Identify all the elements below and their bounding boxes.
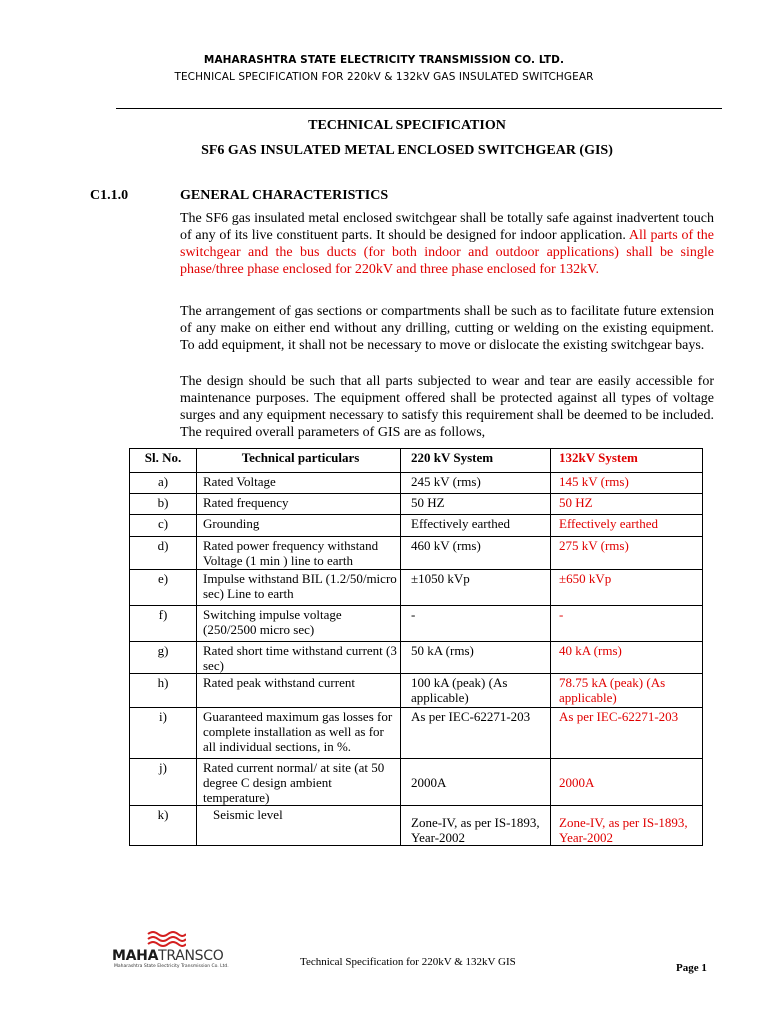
row-a-132kv: 145 kV (rms) — [551, 473, 703, 494]
table-row — [130, 642, 703, 674]
row-g-particular: Rated short time withstand current (3 sec) — [197, 642, 401, 674]
table-row — [130, 494, 703, 515]
table-row — [130, 674, 703, 708]
paragraph-1 — [180, 210, 714, 278]
page-number: Page 1 — [676, 962, 707, 974]
table-row — [130, 515, 703, 537]
table-header-row — [130, 449, 703, 473]
row-h-220kv: 100 kA (peak) (As applicable) — [401, 674, 551, 708]
header-technical-particulars: Technical particulars — [197, 449, 401, 473]
waves-logo-icon — [146, 930, 186, 948]
row-f-220kv: - — [401, 606, 551, 642]
row-e-132kv: ±650 kVp — [551, 570, 703, 606]
row-g-132kv: 40 kA (rms) — [551, 642, 703, 674]
row-h-132kv: 78.75 kA (peak) (As applicable) — [551, 674, 703, 708]
row-g-220kv: 50 kA (rms) — [401, 642, 551, 674]
row-j-particular: Rated current normal/ at site (at 50 degree C design ambient temperature) — [197, 759, 401, 806]
logo-wordmark — [112, 948, 223, 964]
paragraph-1-red-text: All parts of the switchgear and the bus ducts (for both indoor and outdoor applications) shall be single phase/three phase enclosed for 220kV and three phase enclosed for 132kV. — [180, 228, 714, 277]
row-h-sl: h) — [130, 674, 197, 708]
row-j-132kv: 2000A — [551, 759, 703, 806]
row-e-particular: Impulse withstand BIL (1.2/50/micro sec) Line to earth — [197, 570, 401, 606]
mahatransco-logo — [112, 930, 229, 970]
row-b-sl: b) — [130, 494, 197, 515]
table-row — [130, 570, 703, 606]
row-j-220kv: 2000A — [401, 759, 551, 806]
paragraph-2: The arrangement of gas sections or compartments shall be such as to facilitate future extension of any make on either end without any drilling, cutting or welding on the existing equipment. To add equipment, it shall not be necessary to move or dislocate the existing switchgear bays. — [180, 304, 714, 353]
paragraph-3: The design should be such that all parts subjected to wear and tear are easily accessible for maintenance purposes. The equipment offered shall be protected against all types of voltage surges and any equipment necessary to satisfy this requirement shall be deemed to be included. The required overall parameters of GIS are as follows, — [180, 374, 714, 440]
row-d-220kv: 460 kV (rms) — [401, 537, 551, 570]
title-line-2: SF6 GAS INSULATED METAL ENCLOSED SWITCHGEAR (GIS) — [201, 143, 613, 158]
row-k-132kv: Zone-IV, as per IS-1893, Year-2002 — [551, 806, 703, 846]
section-number: C1.1.0 — [90, 188, 129, 203]
row-g-sl: g) — [130, 642, 197, 674]
header-sl-no: Sl. No. — [130, 449, 197, 473]
header-220kv: 220 kV System — [401, 449, 551, 473]
logo-tagline: Maharashtra State Electricity Transmission Co. Ltd. — [114, 964, 229, 969]
paragraph-1-text: The SF6 gas insulated metal enclosed switchgear shall be totally safe against inadvertent touch of any of its live constituent parts. It should be designed for indoor application. — [180, 211, 714, 243]
row-c-220kv: Effectively earthed — [401, 515, 551, 537]
row-b-220kv: 50 HZ — [401, 494, 551, 515]
row-d-132kv: 275 kV (rms) — [551, 537, 703, 570]
row-f-sl: f) — [130, 606, 197, 642]
row-e-220kv: ±1050 kVp — [401, 570, 551, 606]
row-c-particular: Grounding — [197, 515, 401, 537]
row-i-220kv: As per IEC-62271-203 — [401, 708, 551, 759]
row-i-particular: Guaranteed maximum gas losses for complete installation as well as for all individual sections, in %. — [197, 708, 401, 759]
table-row — [130, 606, 703, 642]
footer-text: Technical Specification for 220kV & 132kV GIS — [300, 956, 516, 968]
row-e-sl: e) — [130, 570, 197, 606]
logo-maha: MAHA — [112, 948, 159, 964]
row-b-particular: Rated frequency — [197, 494, 401, 515]
table-row — [130, 708, 703, 759]
row-c-sl: c) — [130, 515, 197, 537]
parameters-table — [129, 448, 703, 846]
row-f-132kv: - — [551, 606, 703, 642]
row-f-particular: Switching impulse voltage (250/2500 micro sec) — [197, 606, 401, 642]
row-b-132kv: 50 HZ — [551, 494, 703, 515]
header-spec-line: TECHNICAL SPECIFICATION FOR 220kV & 132kV GAS INSULATED SWITCHGEAR — [174, 71, 594, 83]
row-c-132kv: Effectively earthed — [551, 515, 703, 537]
section-heading: GENERAL CHARACTERISTICS — [180, 188, 389, 203]
table-row — [130, 537, 703, 570]
row-i-sl: i) — [130, 708, 197, 759]
row-k-220kv: Zone-IV, as per IS-1893, Year-2002 — [401, 806, 551, 846]
table-row — [130, 806, 703, 846]
row-i-132kv: As per IEC-62271-203 — [551, 708, 703, 759]
table-row — [130, 759, 703, 806]
header-company: MAHARASHTRA STATE ELECTRICITY TRANSMISSION CO. LTD. — [203, 54, 565, 66]
header-132kv: 132kV System — [551, 449, 703, 473]
row-j-sl: j) — [130, 759, 197, 806]
table-row — [130, 473, 703, 494]
row-a-sl: a) — [130, 473, 197, 494]
row-a-220kv: 245 kV (rms) — [401, 473, 551, 494]
row-k-sl: k) — [130, 806, 197, 846]
row-k-particular: Seismic level — [197, 806, 401, 846]
row-h-particular: Rated peak withstand current — [197, 674, 401, 708]
header-rule — [116, 108, 722, 109]
row-d-sl: d) — [130, 537, 197, 570]
logo-transco: TRANSCO — [158, 948, 224, 964]
title-line-1: TECHNICAL SPECIFICATION — [308, 118, 506, 133]
row-a-particular: Rated Voltage — [197, 473, 401, 494]
row-d-particular: Rated power frequency withstand Voltage (1 min ) line to earth — [197, 537, 401, 570]
